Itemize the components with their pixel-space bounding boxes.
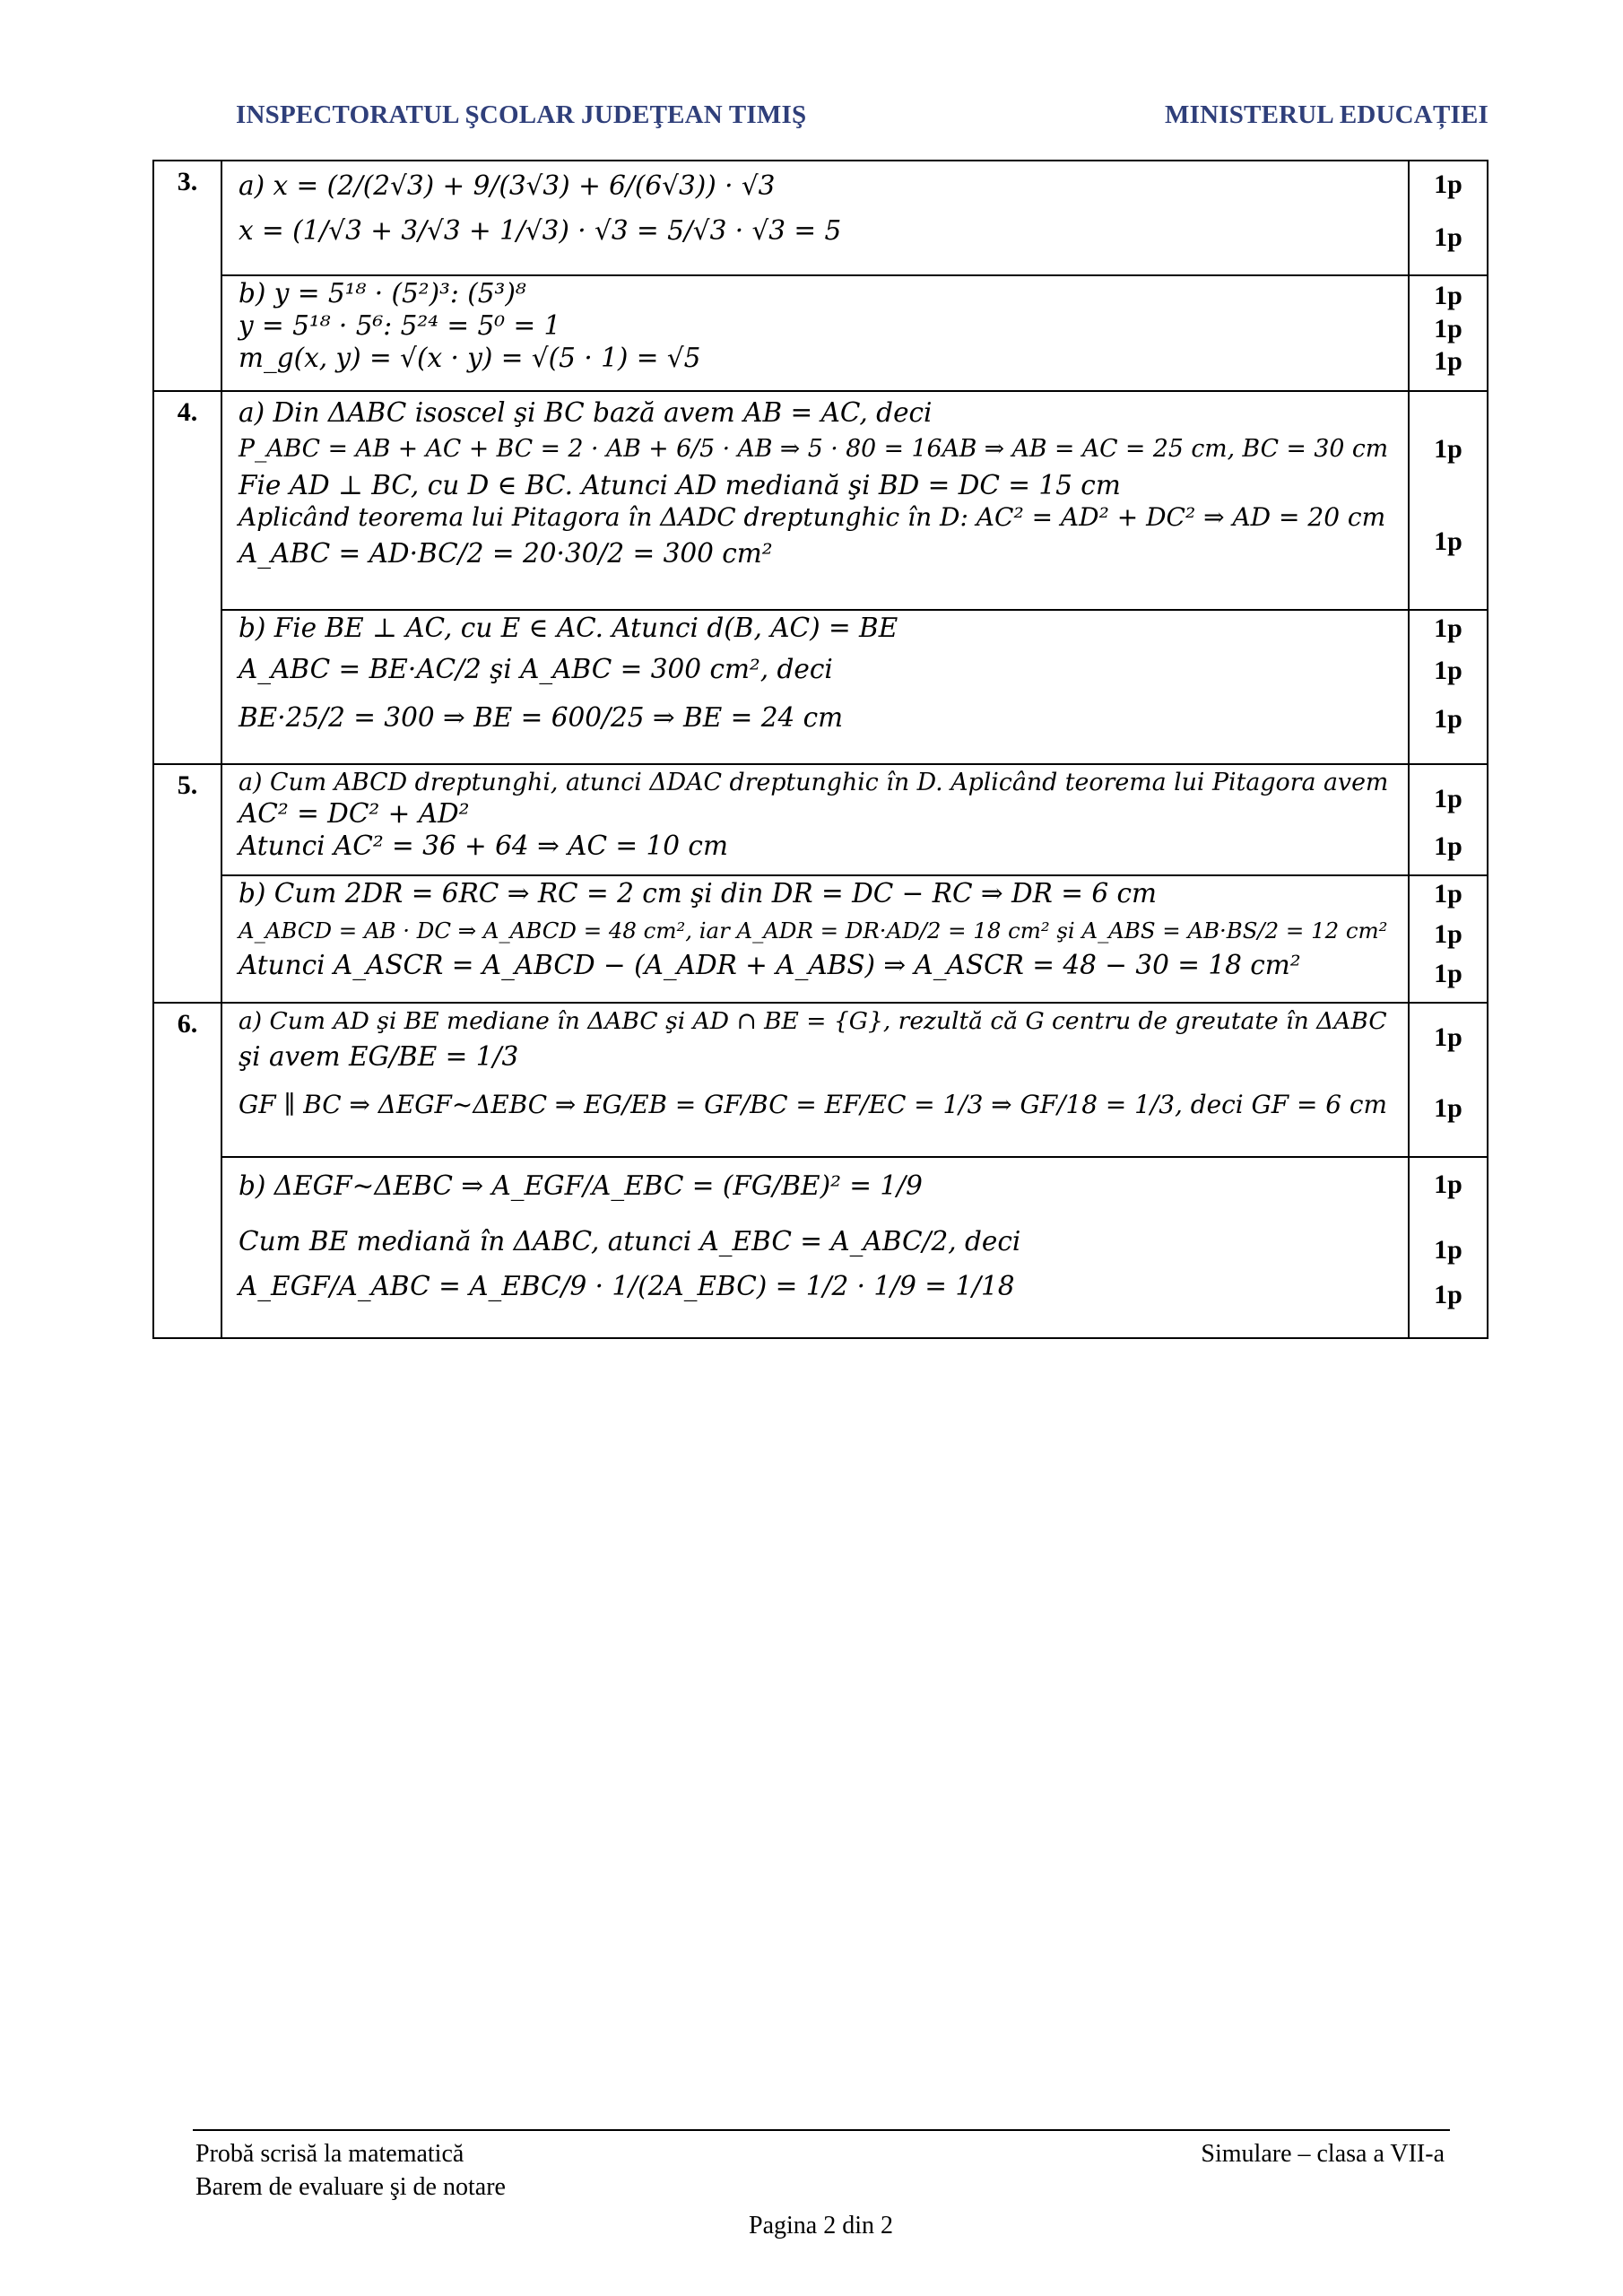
solution-cell — [221, 1003, 1409, 1157]
points-cell: 1p 1p 1p — [1409, 1157, 1488, 1338]
points-cell: 1p 1p 1p — [1409, 875, 1488, 1003]
grading-table — [152, 160, 1488, 1339]
table-row — [153, 610, 1488, 764]
footer-divider — [193, 2129, 1450, 2131]
footer-subject: Probă scrisă la matematică — [195, 2140, 464, 2168]
table-row — [153, 875, 1488, 1003]
header-inspectorat: INSPECTORATUL ŞCOLAR JUDEŢEAN TIMIŞ — [236, 100, 807, 129]
table-row — [153, 275, 1488, 391]
solution-line: A_ABCD = AB · DC ⇒ A_ABCD = 48 cm², iar A_ADR = DR·AD/2 = 18 cm² şi A_ABS = AB·BS/2 = 12 cm² — [239, 917, 1388, 944]
solution-line: m_g(x, y) = √(x · y) = √(5 · 1) = √5 — [239, 342, 701, 373]
page-number: Pagina 2 din 2 — [749, 2212, 893, 2239]
table-row — [153, 1157, 1488, 1338]
table-row — [153, 391, 1488, 610]
solution-line: GF ∥ BC ⇒ ΔEGF~ΔEBC ⇒ EG/EB = GF/BC = EF/EC = 1/3 ⇒ GF/18 = 1/3, deci GF = 6 cm — [239, 1090, 1387, 1120]
solution-cell — [221, 875, 1409, 1003]
table-row — [153, 1003, 1488, 1157]
table-row — [153, 764, 1488, 875]
footer-barem: Barem de evaluare şi de notare — [195, 2173, 506, 2201]
solution-line: b) Fie BE ⊥ AC, cu E ∈ AC. Atunci d(B, AC) = BE — [239, 613, 898, 643]
solution-line: AC² = DC² + AD² — [239, 797, 470, 829]
table-row — [153, 161, 1488, 275]
solution-line: a) Din ΔABC isoscel şi BC bază avem AB = AC, deci — [239, 397, 933, 428]
solution-line: b) ΔEGF~ΔEBC ⇒ A_EGF/A_EBC = (FG/BE)² = 1/9 — [239, 1170, 923, 1201]
solution-line: b) Cum 2DR = 6RC ⇒ RC = 2 cm şi din DR = DC − RC ⇒ DR = 6 cm — [239, 878, 1158, 909]
solution-cell — [221, 275, 1409, 391]
solution-line: a) Cum ABCD dreptunghi, atunci ΔDAC dreptunghic în D. Aplicând teorema lui Pitagora avem — [239, 769, 1389, 796]
item-number: 4. — [153, 391, 221, 764]
item-number: 6. — [153, 1003, 221, 1338]
solution-line: x = (1/√3 + 3/√3 + 1/√3) · √3 = 5/√3 · √3 = 5 — [239, 214, 842, 246]
solution-line: a) Cum AD şi BE mediane în ΔABC şi AD ∩ BE = {G}, rezultă că G centru de greutate în ΔABC — [239, 1007, 1387, 1035]
solution-line: Fie AD ⊥ BC, cu D ∈ BC. Atunci AD mediană şi BD = DC = 15 cm — [239, 469, 1121, 500]
solution-line: Aplicând teorema lui Pitagora în ΔADC dreptunghic în D: AC² = AD² + DC² ⇒ AD = 20 cm — [239, 501, 1386, 532]
item-number: 3. — [153, 161, 221, 391]
points-cell: 1p 1p 1p — [1409, 610, 1488, 764]
solution-cell — [221, 610, 1409, 764]
points-cell: 1p 1p — [1409, 1003, 1488, 1157]
points-cell: 1p 1p 1p — [1409, 275, 1488, 391]
solution-line: Atunci AC² = 36 + 64 ⇒ AC = 10 cm — [239, 830, 728, 861]
solution-line: A_EGF/A_ABC = A_EBC/9 · 1/(2A_EBC) = 1/2 · 1/9 = 1/18 — [239, 1270, 1015, 1301]
points-cell: 1p 1p — [1409, 161, 1488, 275]
solution-cell — [221, 391, 1409, 610]
solution-line: A_ABC = AD·BC/2 = 20·30/2 = 300 cm² — [239, 537, 773, 569]
solution-line: Atunci A_ASCR = A_ABCD − (A_ADR + A_ABS) ⇒ A_ASCR = 48 − 30 = 18 cm² — [239, 949, 1301, 980]
solution-line: y = 5¹⁸ · 5⁶: 5²⁴ = 5⁰ = 1 — [239, 309, 561, 341]
solution-cell — [221, 764, 1409, 875]
points-cell: 1p 1p — [1409, 764, 1488, 875]
solution-line: şi avem EG/BE = 1/3 — [239, 1041, 519, 1073]
solution-line: BE·25/2 = 300 ⇒ BE = 600/25 ⇒ BE = 24 cm — [239, 701, 844, 733]
footer-simulare: Simulare – clasa a VII-a — [1201, 2140, 1445, 2168]
points-cell: 1p 1p — [1409, 391, 1488, 610]
item-number: 5. — [153, 764, 221, 1003]
solution-line: b) y = 5¹⁸ · (5²)³: (5³)⁸ — [239, 278, 526, 309]
header-ministerul: MINISTERUL EDUCAȚIEI — [1165, 100, 1488, 129]
solution-cell — [221, 1157, 1409, 1338]
solution-line: a) x = (2/(2√3) + 9/(3√3) + 6/(6√3)) · √3 — [239, 170, 776, 201]
solution-line: Cum BE mediană în ΔABC, atunci A_EBC = A_ABC/2, deci — [239, 1225, 1021, 1257]
solution-cell — [221, 161, 1409, 275]
solution-line: A_ABC = BE·AC/2 şi A_ABC = 300 cm², deci — [239, 653, 833, 684]
solution-line: P_ABC = AB + AC + BC = 2 · AB + 6/5 · AB ⇒ 5 · 80 = 16AB ⇒ AB = AC = 25 cm, BC = 30 cm — [239, 434, 1389, 463]
